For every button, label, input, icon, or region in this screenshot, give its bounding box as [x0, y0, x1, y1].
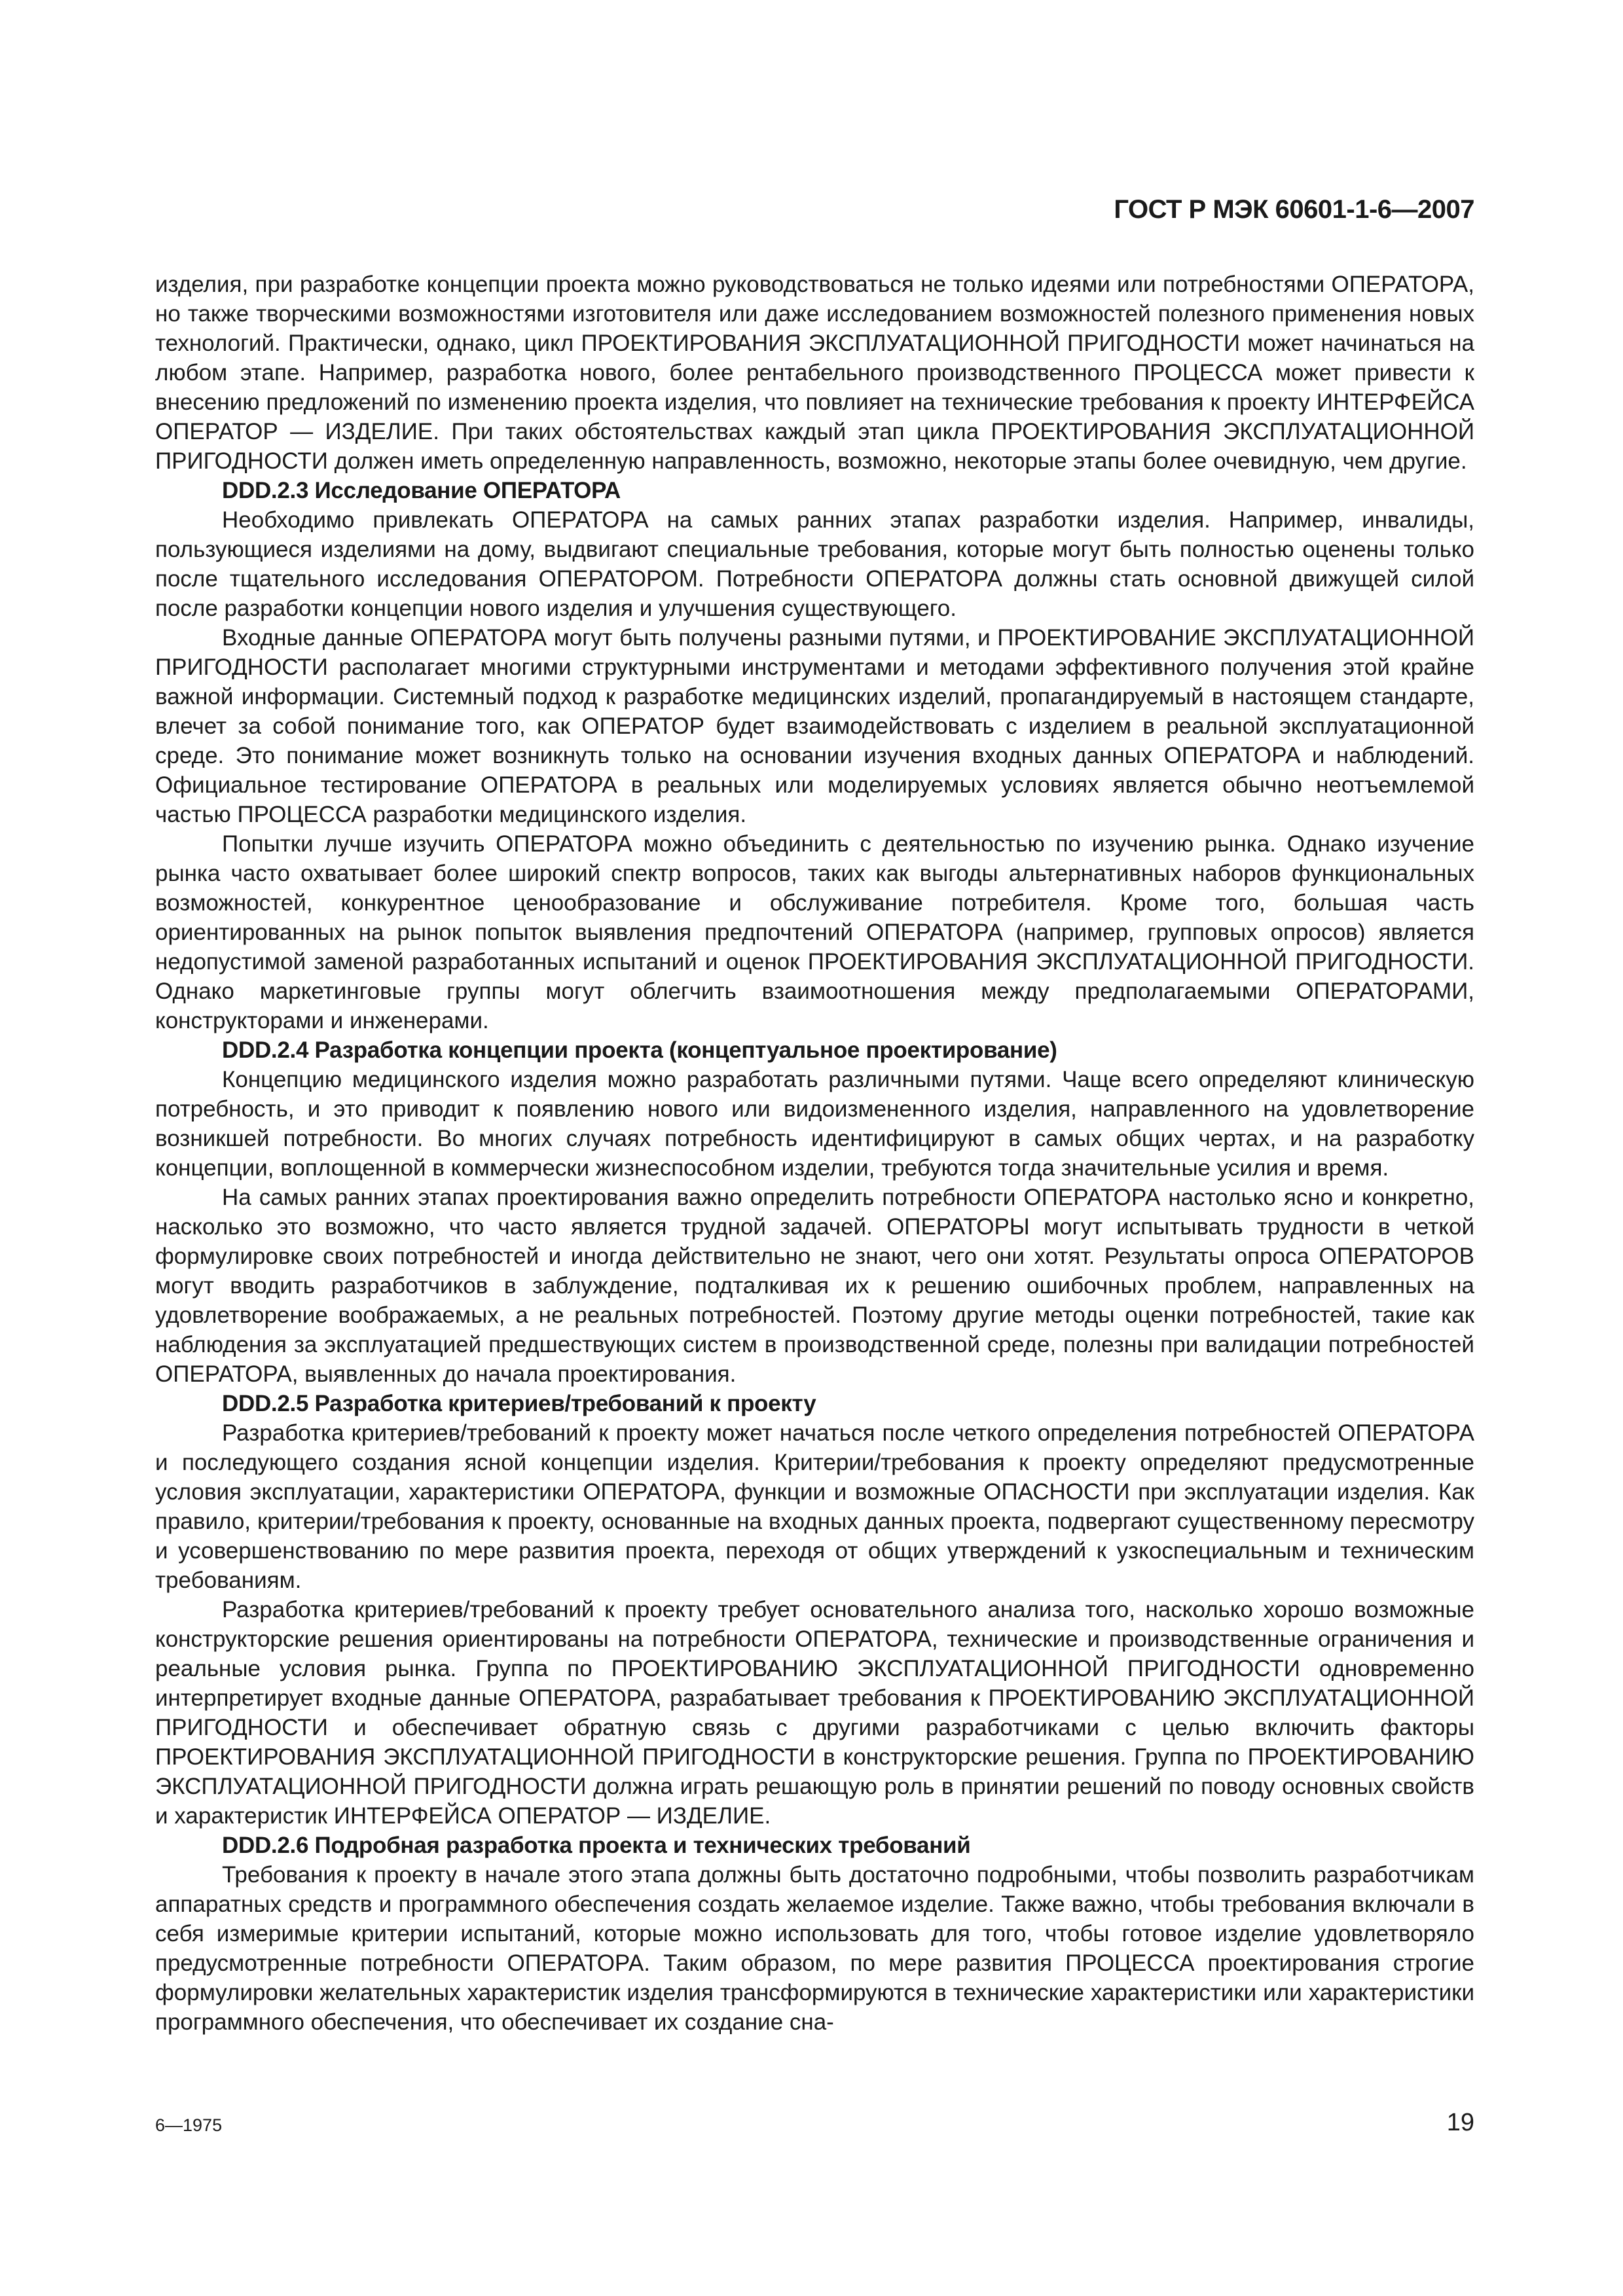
- paragraph: Разработка критериев/требований к проекту может начаться после четкого определения потребностей ОПЕРАТОРА и последующего создания ясной концепции изделия. Критерии/требования к проекту определяют предусмотренные условия эксплуатации, характеристики ОПЕРАТОРА, функции и возможные ОПАСНОСТИ при эксплуатации изделия. Как правило, критерии/требования к проекту, основанные на входных данных проекта, подвергают существенному пересмотру и усовершенствованию по мере развития проекта, переходя от общих утверждений к узкоспециальным и техническим требованиям.: [155, 1420, 1474, 1593]
- paragraph: Необходимо привлекать ОПЕРАТОРА на самых ранних этапах разработки изделия. Например, инвалиды, пользующиеся изделиями на дому, выдвигают специальные требования, которые могут быть полностью оценены только после тщательного исследования ОПЕРАТОРОМ. Потребности ОПЕРАТОРА должны стать основной движущей силой после разработки концепции нового изделия и улучшения существующего.: [155, 507, 1474, 621]
- print-mark: 6—1975: [155, 2115, 223, 2135]
- section-heading-ddd-2-3: DDD.2.3 Исследование ОПЕРАТОРА: [222, 478, 621, 503]
- paragraph: Требования к проекту в начале этого этапа должны быть достаточно подробными, чтобы позволить разработчикам аппаратных средств и программного обеспечения создать желаемое изделие. Также важно, чтобы требования включали в себя измеримые критерии испытаний, которые можно использовать для того, чтобы готовое изделие удовлетворяло предусмотренные потребности ОПЕРАТОРА. Таким образом, по мере развития ПРОЦЕССА проектирования строгие формулировки желательных характеристик изделия трансформируются в технические характеристики или характеристики программного обеспечения, что обеспечивает их создание сна-: [155, 1862, 1474, 2035]
- paragraph: Входные данные ОПЕРАТОРА могут быть получены разными путями, и ПРОЕКТИРОВАНИЕ ЭКСПЛУАТАЦИОННОЙ ПРИГОДНОСТИ располагает многими структурными инструментами и методами эффективного получения этой крайне важной информации. Системный подход к разработке медицинских изделий, пропагандируемый в настоящем стандарте, влечет за собой понимание того, как ОПЕРАТОР будет взаимодействовать с изделием в реальной эксплуатационной среде. Это понимание может возникнуть только на основании изучения входных данных ОПЕРАТОРА и наблюдений. Официальное тестирование ОПЕРАТОРА в реальных или моделируемых условиях является обычно неотъемлемой частью ПРОЦЕССА разработки медицинского изделия.: [155, 625, 1474, 827]
- paragraph: На самых ранних этапах проектирования важно определить потребности ОПЕРАТОРА настолько ясно и конкретно, насколько это возможно, что часто является трудной задачей. ОПЕРАТОРЫ могут испытывать трудности в четкой формулировке своих потребностей и иногда действительно не знают, чего они хотят. Результаты опроса ОПЕРАТОРОВ могут вводить разработчиков в заблуждение, подталкивая их к решению ошибочных проблем, направленных на удовлетворение воображаемых, а не реальных потребностей. Поэтому другие методы оценки потребностей, такие как наблюдения за эксплуатацией предшествующих систем в производственной среде, полезны при валидации потребностей ОПЕРАТОРА, выявленных до начала проектирования.: [155, 1185, 1474, 1387]
- section-heading-ddd-2-5: DDD.2.5 Разработка критериев/требований к проекту: [222, 1391, 816, 1416]
- document-code-header: ГОСТ Р МЭК 60601-1-6—2007: [1114, 195, 1474, 224]
- paragraph: Концепцию медицинского изделия можно разработать различными путями. Чаще всего определяют клиническую потребность, и это приводит к появлению нового или видоизмененного изделия, направленного на удовлетворение возникшей потребности. Во многих случаях потребность идентифицируют в самых общих чертах, и на разработку концепции, воплощенной в коммерчески жизнеспособном изделии, требуются тогда значительные усилия и время.: [155, 1067, 1474, 1181]
- section-heading-ddd-2-6: DDD.2.6 Подробная разработка проекта и технических требований: [222, 1833, 971, 1858]
- paragraph: Попытки лучше изучить ОПЕРАТОРА можно объединить с деятельностью по изучению рынка. Однако изучение рынка часто охватывает более широкий спектр вопросов, таких как выгоды альтернативных наборов функциональных возможностей, конкурентное ценообразование и обслуживание потребителя. Кроме того, большая часть ориентированных на рынок попыток выявления предпочтений ОПЕРАТОРА (например, групповых опросов) является недопустимой заменой разработанных испытаний и оценок ПРОЕКТИРОВАНИЯ ЭКСПЛУАТАЦИОННОЙ ПРИГОДНОСТИ. Однако маркетинговые группы могут облегчить взаимоотношения между предполагаемыми ОПЕРАТОРАМИ, конструкторами и инженерами.: [155, 831, 1474, 1033]
- document-body: [155, 270, 1474, 2037]
- section-heading-ddd-2-4: DDD.2.4 Разработка концепции проекта (концептуальное проектирование): [222, 1037, 1057, 1063]
- page-number: 19: [1446, 2109, 1474, 2136]
- paragraph: Разработка критериев/требований к проекту требует основательного анализа того, насколько хорошо возможные конструкторские решения ориентированы на потребности ОПЕРАТОРА, технические и производственные ограничения и реальные условия рынка. Группа по ПРОЕКТИРОВАНИЮ ЭКСПЛУАТАЦИОННОЙ ПРИГОДНОСТИ одновременно интерпретирует входные данные ОПЕРАТОРА, разрабатывает требования к ПРОЕКТИРОВАНИЮ ЭКСПЛУАТАЦИОННОЙ ПРИГОДНОСТИ и обеспечивает обратную связь с другими разработчиками с целью включить факторы ПРОЕКТИРОВАНИЯ ЭКСПЛУАТАЦИОННОЙ ПРИГОДНОСТИ в конструкторские решения. Группа по ПРОЕКТИРОВАНИЮ ЭКСПЛУАТАЦИОННОЙ ПРИГОДНОСТИ должна играть решающую роль в принятии решений по поводу основных свойств и характеристик ИНТЕРФЕЙСА ОПЕРАТОР — ИЗДЕЛИЕ.: [155, 1597, 1474, 1829]
- paragraph-intro: изделия, при разработке концепции проекта можно руководствоваться не только идеями или потребностями ОПЕРАТОРА, но также творческими возможностями изготовителя или даже исследованием возможностей полезного применения новых технологий. Практически, однако, цикл ПРОЕКТИРОВАНИЯ ЭКСПЛУАТАЦИОННОЙ ПРИГОДНОСТИ может начинаться на любом этапе. Например, разработка нового, более рентабельного производственного ПРОЦЕССА может привести к внесению предложений по изменению проекта изделия, что повлияет на технические требования к проекту ИНТЕРФЕЙСА ОПЕРАТОР — ИЗДЕЛИЕ. При таких обстоятельствах каждый этап цикла ПРОЕКТИРОВАНИЯ ЭКСПЛУАТАЦИОННОЙ ПРИГОДНОСТИ должен иметь определенную направленность, возможно, некоторые этапы более очевидную, чем другие.: [155, 272, 1474, 474]
